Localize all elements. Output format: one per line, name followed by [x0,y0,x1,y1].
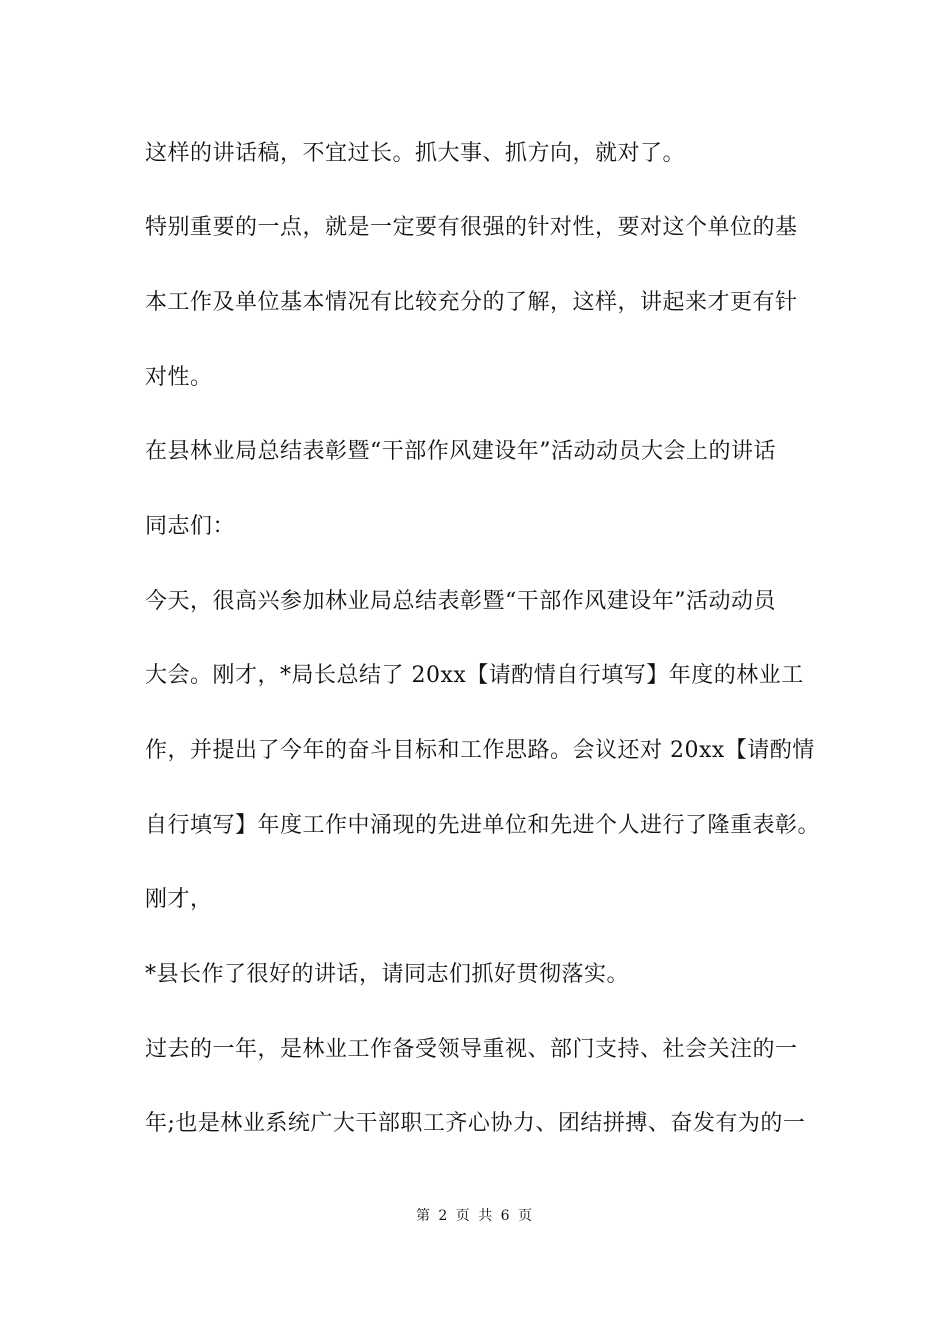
paragraph-line: 刚才， [145,887,213,912]
paragraph-line: 特别重要的一点，就是一定要有很强的针对性，要对这个单位的基 [145,215,798,240]
paragraph-line: 今天，很高兴参加林业局总结表彰暨“干部作风建设年”活动动员 [145,589,776,614]
paragraph-line: 在县林业局总结表彰暨“干部作风建设年”活动动员大会上的讲话 [145,439,776,464]
paragraph-line: 大会。刚才，*局长总结了 20xx【请酌情自行填写】年度的林业工 [145,663,804,688]
paragraph-line: 年;也是林业系统广大干部职工齐心协力、团结拼搏、奋发有为的一 [145,1111,806,1136]
salutation-line: 同志们： [145,514,236,539]
paragraph-line: 对性。 [145,365,213,390]
paragraph-line: 自行填写】年度工作中涌现的先进单位和先进个人进行了隆重表彰。 [145,813,821,838]
paragraph-line: 本工作及单位基本情况有比较充分的了解，这样，讲起来才更有针 [145,290,798,315]
paragraph-line: *县长作了很好的讲话，请同志们抓好贯彻落实。 [145,962,630,987]
page-number-footer: 第 2 页 共 6 页 [415,1208,535,1224]
paragraph-line: 这样的讲话稿，不宜过长。抓大事、抓方向，就对了。 [145,141,686,166]
paragraph-line: 过去的一年，是林业工作备受领导重视、部门支持、社会关注的一 [145,1037,798,1062]
paragraph-line: 作，并提出了今年的奋斗目标和工作思路。会议还对 20xx【请酌情 [145,738,815,763]
